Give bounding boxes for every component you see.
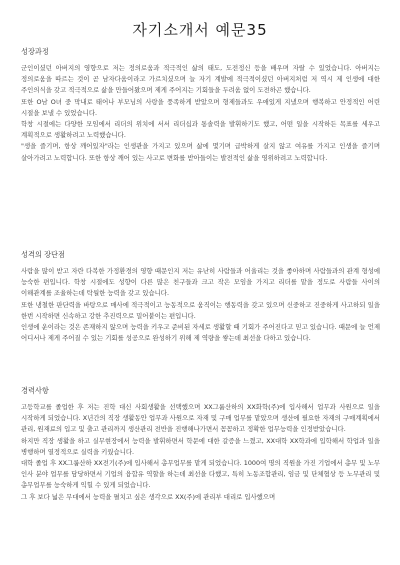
paragraph: 또한 냉철한 판단력을 바탕으로 매사에 적극적이고 능동적으로 움직이는 행동력을 갖고 있으며 신중하고 진중하게 사고하되 일을 한번 시작하면 신속하고 강한 추진력으로 밀어붙이는 편입니다. <box>21 300 380 320</box>
paragraph: 고등학교를 졸업한 후 저는 진학 대신 사회생활을 선택했으며 XX그룹산하의 XX화학(주)에 입사해서 업무과 사원으로 일을 시작하게 되었습니다. X년간의 직장 생활동안 업무과 사원으로 자재 및 구매 업무를 맡았으며 생산에 필요한 자재의 구매계획에서 관리, 원재료의 입고 및 출고 관리까지 생산관리 전반을 진행해나가면서 꼼꼼하고 정확한 업무능력을 인정받았습니다. <box>21 403 380 434</box>
section-career <box>21 386 380 503</box>
paragraph: 그 후 보다 넓은 무대에서 능력을 펼치고 싶은 생각으로 XX(주)에 관리부 대리로 입사했으며 <box>21 492 276 501</box>
paragraph: 군인이셨던 아버지의 영향으로 저는 정의로움과 적극적인 삶의 태도, 도전정신 등을 배우며 자랄 수 있었습니다. 아버지는 정의로움을 따르는 것이 곧 남자다움이라고 가르치셨으며 늘 자기 계발에 적극적이셨던 아버지처럼 저 역시 제 인생에 대한 주인의식을 갖고 적극적으로 삶을 만들어왔으며 제게 주어지는 기회들을 두려움 없이 도전하곤 했습니다. <box>21 64 380 95</box>
paragraph: 인생에 운이라는 것은 존재하지 않으며 능력을 키우고 준비된 자세로 생활할 때 기회가 주어진다고 믿고 있습니다. 때문에 늘 언제 어디서나 제게 주어질 수 있는 기회를 성공으로 완성하기 위해 제 역량을 쌓는데 최선을 다하고 있습니다. <box>21 323 380 343</box>
paragraph: 학창 시절에는 다양한 모임에서 리더의 위치에 서서 리더십과 통솔력을 발휘하기도 했고, 어떤 일을 시작하든 목표를 세우고 계획적으로 생활하려고 노력했습니다. <box>21 120 380 140</box>
section-strengths-weaknesses <box>21 250 380 344</box>
paragraph: 사람을 많이 받고 자란 다복한 가정환경의 영향 때문인지 저는 유난히 사람들과 어울리는 것을 좋아하며 사람들과의 관계 형성에 능숙한 편입니다. 학창 시절에도 성향이 다른 많은 친구들과 크고 작은 모임을 가지고 리더를 맡을 정도로 사람들 사이의 이해관계를 조율하는데 탁월한 능력을 갖고 있습니다. <box>21 267 380 298</box>
section-heading: 경력사항 <box>21 386 49 395</box>
paragraph: "생을 즐기며, 항상 깨어있자"라는 인생관을 가지고 있으며 삶에 몇기며 급박하게 살지 않고 여유를 가지고 인생을 즐기며 살아가려고 노력합니다. 또한 항상 깨어 있는 사고로 변화를 받아들이는 발전적인 삶을 영위하려고 노력합니다. <box>21 142 380 162</box>
section-heading: 성격의 장단점 <box>21 250 65 259</box>
paragraph: 대학 졸업 후 XX그룹산하 XX전기(주)에 입사해서 총무업무를 맡게 되었습니다. 1000여 명의 직원을 가진 기업에서 총무 및 노무 인사 분야 업무를 담당하면서 기업의 융합유 역할을 하는데 최선을 다했고, 특히 노동조합관리, 임금 및 단체협상 등 노무관리 및 총무업무를 능숙하게 익힐 수 있게 되었습니다. <box>21 459 380 490</box>
section-heading: 성장과정 <box>21 47 49 56</box>
document-title: 자기소개서 예문35 <box>132 21 268 39</box>
section-growth <box>21 47 380 164</box>
paragraph: 하지만 직장 생활을 하고 실무현장에서 능력을 발휘하면서 학문에 대한 갈증을 느꼈고, XX대학 XX학과에 입학해서 학업과 일을 병행하며 열정적으로 실력을 키웠습니다. <box>21 436 380 456</box>
paragraph: 또한 O남 O녀 중 막내로 태어나 부모님의 사랑을 풍족하게 받았으며 형제들과도 우애있게 지냈으며 행복하고 안정적인 어린 시절을 보낼 수 있었습니다. <box>21 97 380 117</box>
